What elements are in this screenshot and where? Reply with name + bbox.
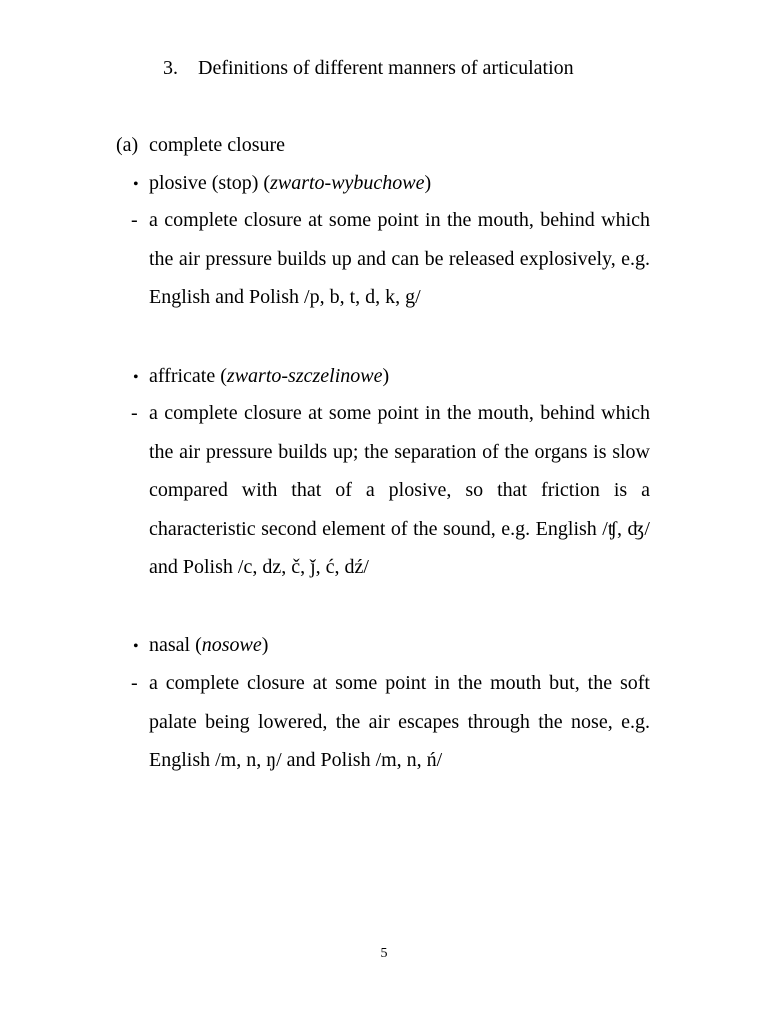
definition-text: a complete closure at some point in the mouth, behind which the air pressure builds up and can be released explosively, e.g. English and Polish /p, b, t, d, k, g/ xyxy=(149,209,650,308)
subsection-label xyxy=(116,133,285,157)
term-polish: zwarto-szczelinowe xyxy=(226,365,383,387)
bullet-icon: • xyxy=(133,638,139,655)
term-label: plosive (stop) ( xyxy=(149,172,271,194)
term-affricate xyxy=(133,364,389,390)
term-close: ) xyxy=(261,634,269,656)
dash-marker: - xyxy=(131,209,138,231)
heading-title: Definitions of different manners of articulation xyxy=(198,57,574,79)
term-label: affricate ( xyxy=(149,365,227,387)
term-label: nasal ( xyxy=(149,634,202,656)
definition-plosive xyxy=(131,201,650,317)
definition-text: a complete closure at some point in the mouth but, the soft palate being lowered, the air escapes through the nose, e.g. English /m, n, ŋ/ and Polish /m, n, ń/ xyxy=(149,672,650,771)
dash-marker: - xyxy=(131,672,138,694)
term-polish: zwarto-wybuchowe xyxy=(270,172,425,194)
bullet-icon: • xyxy=(133,369,139,386)
heading-number: 3. xyxy=(163,57,178,79)
subsection-title: complete closure xyxy=(149,134,286,156)
section-heading xyxy=(163,56,574,80)
dash-marker: - xyxy=(131,402,138,424)
term-plosive xyxy=(133,171,431,197)
bullet-icon: • xyxy=(133,176,139,193)
subsection-marker: (a) xyxy=(116,134,139,156)
term-close: ) xyxy=(424,172,432,194)
term-polish: nosowe xyxy=(201,634,262,656)
term-close: ) xyxy=(382,365,390,387)
definition-text: a complete closure at some point in the mouth, behind which the air pressure builds up; the separation of the organs is slow compared with that of a plosive, so that friction is a characteristic second element of the sound, e.g. English /ʧ, ʤ/ and Polish /c, dz, č, ǰ, ć, dź/ xyxy=(149,402,650,578)
definition-affricate xyxy=(131,394,650,587)
page-number: 5 xyxy=(380,946,388,961)
definition-nasal xyxy=(131,664,650,780)
term-nasal xyxy=(133,633,268,659)
